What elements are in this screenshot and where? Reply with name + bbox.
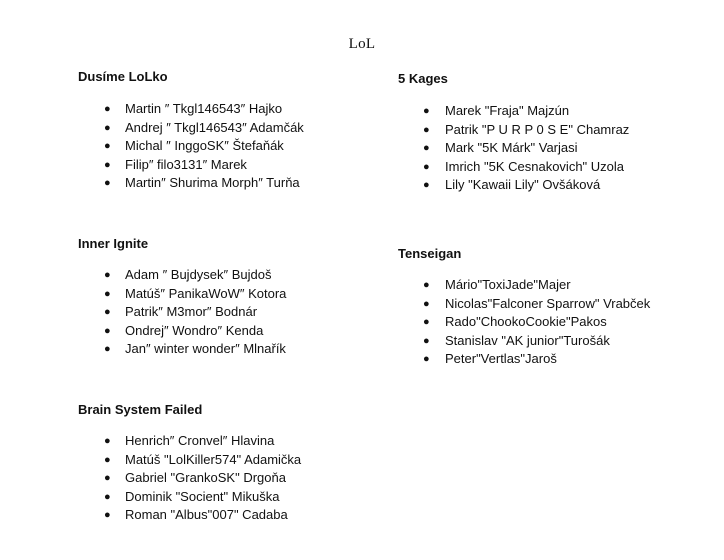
bullet-icon: ● — [104, 269, 111, 281]
team-section-dusime-lolko — [78, 69, 304, 193]
bullet-icon: ● — [104, 490, 111, 503]
team-section-brain-system-failed — [78, 402, 301, 525]
list-item — [398, 121, 629, 140]
member-name: Lily "Kawaii Lily" Ovšáková — [445, 177, 601, 192]
member-name: Marek "Fraja" Majzún — [445, 103, 570, 118]
list-item — [398, 313, 650, 332]
member-name: Dominik "Socient" Mikuška — [125, 488, 280, 504]
member-name: Mark "5K Márk" Varjasi — [445, 140, 578, 155]
member-name: Martin″ Shurima Morph″ Turňa — [125, 175, 300, 190]
list-item — [398, 176, 629, 195]
member-name: Nicolas"Falconer Sparrow" Vrabček — [445, 295, 651, 311]
list-item — [78, 156, 304, 175]
list-item — [398, 350, 650, 369]
member-name: Martin ″ Tkgl146543″ Hajko — [125, 101, 283, 116]
bullet-icon: ● — [423, 179, 430, 191]
member-name: Patrik″ M3mor″ Bodnár — [125, 304, 258, 319]
member-name: Gabriel "GrankoSK" Drgoňa — [125, 470, 286, 485]
bullet-icon: ● — [423, 123, 430, 136]
bullet-icon: ● — [423, 334, 430, 347]
member-list — [78, 100, 304, 193]
team-heading: Dusíme LoLko — [78, 69, 168, 84]
member-name: Adam ″ Bujdysek″ Bujdoš — [125, 267, 272, 282]
bullet-icon: ● — [423, 353, 430, 365]
list-item — [78, 451, 301, 470]
bullet-icon: ● — [423, 297, 430, 310]
member-name: Stanislav "AK junior"Turošák — [445, 332, 610, 348]
list-item — [398, 276, 650, 295]
member-name: Matúš″ PanikaWoW″ Kotora — [125, 285, 287, 301]
bullet-icon: ● — [423, 316, 430, 328]
list-item — [78, 488, 301, 507]
list-item — [78, 303, 286, 322]
list-item — [398, 158, 629, 177]
list-item — [78, 119, 304, 138]
list-item — [78, 340, 286, 359]
member-name: Rado"ChookoCookie"Pakos — [445, 314, 607, 329]
bullet-icon: ● — [104, 103, 111, 115]
list-item — [398, 102, 629, 121]
list-item — [398, 295, 650, 314]
list-item — [78, 266, 286, 285]
member-name: Mário"ToxiJade"Majer — [445, 277, 571, 292]
bullet-icon: ● — [104, 453, 111, 466]
list-item — [78, 469, 301, 488]
list-item — [78, 432, 301, 451]
team-heading: Inner Ignite — [78, 236, 149, 251]
bullet-icon: ● — [104, 435, 111, 447]
member-name: Jan″ winter wonder″ Mlnařík — [125, 341, 286, 356]
member-name: Peter"Vertlas"Jaroš — [445, 351, 557, 366]
bullet-icon: ● — [104, 343, 111, 355]
member-name: Imrich "5K Cesnakovich" Uzola — [445, 158, 625, 174]
bullet-icon: ● — [104, 287, 111, 300]
bullet-icon: ● — [423, 160, 430, 173]
member-name: Patrik "P U R P 0 S E" Chamraz — [445, 121, 630, 137]
member-name: Michal ″ InggoSK″ Štefaňák — [125, 138, 284, 153]
member-list — [78, 432, 301, 525]
list-item — [78, 285, 286, 304]
list-item — [398, 332, 650, 351]
bullet-icon: ● — [104, 509, 111, 521]
member-name: Filip″ filo3131″ Marek — [125, 156, 247, 172]
bullet-icon: ● — [423, 105, 430, 117]
member-name: Andrej ″ Tkgl146543″ Adamčák — [125, 119, 304, 135]
document-title: LoL — [348, 36, 376, 52]
list-item — [78, 100, 304, 119]
list-item — [78, 174, 304, 193]
team-heading: Brain System Failed — [78, 402, 203, 417]
member-name: Henrich″ Cronvel″ Hlavina — [125, 433, 275, 448]
team-section-inner-ignite — [78, 236, 286, 359]
bullet-icon: ● — [423, 279, 430, 291]
bullet-icon: ● — [104, 306, 111, 318]
member-list — [398, 102, 629, 195]
list-item — [78, 322, 286, 341]
bullet-icon: ● — [104, 472, 111, 484]
member-name: Roman "Albus"007" Cadaba — [125, 507, 288, 522]
bullet-icon: ● — [423, 142, 430, 154]
list-item — [78, 137, 304, 156]
bullet-icon: ● — [104, 324, 111, 337]
member-list — [78, 266, 286, 359]
member-list — [398, 276, 650, 369]
member-name: Matúš "LolKiller574" Adamička — [125, 451, 302, 467]
bullet-icon: ● — [104, 121, 111, 134]
member-name: Ondrej″ Wondro″ Kenda — [125, 322, 264, 338]
team-heading: Tenseigan — [398, 246, 462, 261]
team-section-5-kages — [398, 71, 629, 195]
team-section-tenseigan — [398, 246, 650, 369]
bullet-icon: ● — [104, 140, 111, 152]
team-heading: 5 Kages — [398, 71, 448, 86]
bullet-icon: ● — [104, 177, 111, 189]
bullet-icon: ● — [104, 158, 111, 171]
list-item — [78, 506, 301, 525]
list-item — [398, 139, 629, 158]
